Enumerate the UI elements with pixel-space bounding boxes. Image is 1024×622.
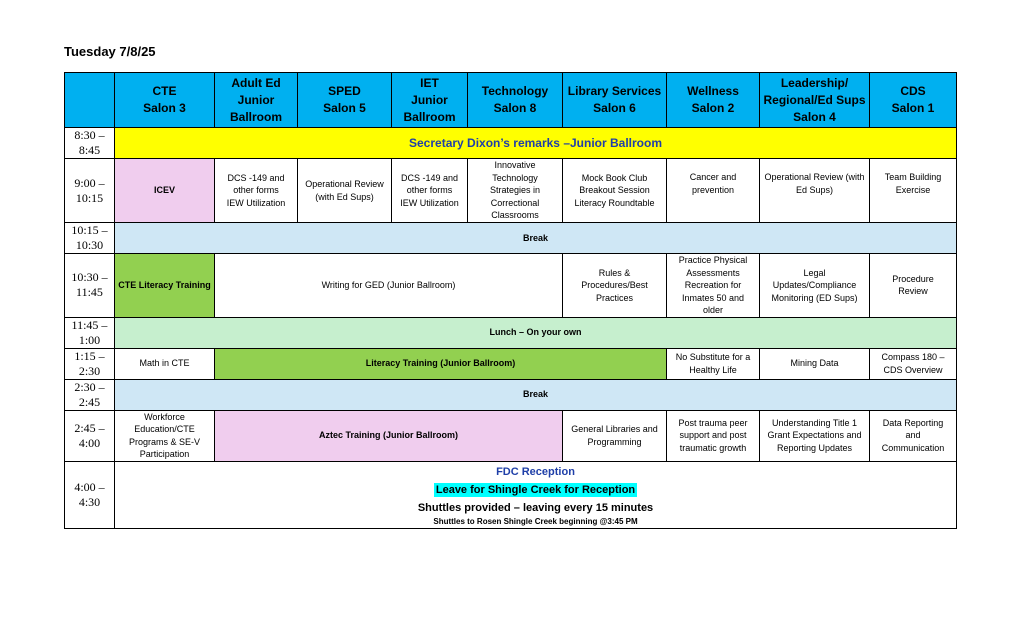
session-cds-teambuilding: Team Building Exercise — [870, 159, 957, 223]
remarks-cell: Secretary Dixon’s remarks –Junior Ballroom — [115, 128, 957, 159]
row-400 — [65, 461, 957, 528]
session-general-libraries: General Libraries and Programming — [563, 410, 667, 461]
page-title: Tuesday 7/8/25 — [64, 44, 156, 59]
time-245: 2:45 – 4:00 — [65, 410, 115, 461]
break-cell-1: Break — [115, 223, 957, 254]
session-leadership-legal: Legal Updates/Compliance Monitoring (ED Sups) — [760, 254, 870, 318]
session-cte-literacy: CTE Literacy Training — [115, 254, 215, 318]
header-leadership: Leadership/ Regional/Ed Sups Salon 4 — [760, 73, 870, 128]
time-115: 1:15 – 2:30 — [65, 348, 115, 379]
session-wellness-cancer: Cancer and prevention — [667, 159, 760, 223]
row-830 — [65, 128, 957, 159]
session-library-rules: Rules & Procedures/Best Practices — [563, 254, 667, 318]
header-wellness: Wellness Salon 2 — [667, 73, 760, 128]
session-post-trauma: Post trauma peer support and post traumatic growth — [667, 410, 760, 461]
time-1030: 10:30 – 11:45 — [65, 254, 115, 318]
reception-cell — [115, 461, 957, 528]
time-1015: 10:15 – 10:30 — [65, 223, 115, 254]
row-230 — [65, 379, 957, 410]
time-830: 8:30 – 8:45 — [65, 128, 115, 159]
session-writing-ged: Writing for GED (Junior Ballroom) — [215, 254, 563, 318]
lunch-cell: Lunch – On your own — [115, 317, 957, 348]
session-wellness-healthy: No Substitute for a Healthy Life — [667, 348, 760, 379]
session-icev: ICEV — [115, 159, 215, 223]
header-sped: SPED Salon 5 — [298, 73, 392, 128]
time-1145: 11:45 – 1:00 — [65, 317, 115, 348]
session-sped-review: Operational Review (with Ed Sups) — [298, 159, 392, 223]
reception-leave: Leave for Shingle Creek for Reception — [435, 483, 636, 496]
header-library-services: Library Services Salon 6 — [563, 73, 667, 128]
session-wellness-assessments: Practice Physical Assessments Recreation for Inmates 50 and older — [667, 254, 760, 318]
reception-shuttle-time: Shuttles to Rosen Shingle Creek beginning @3:45 PM — [433, 516, 638, 526]
session-title1: Understanding Title 1 Grant Expectations and Reporting Updates — [760, 410, 870, 461]
reception-shuttles: Shuttles provided – leaving every 15 minutes — [417, 501, 654, 514]
session-mining-data: Mining Data — [760, 348, 870, 379]
session-tech-strategies: Innovative Technology Strategies in Correctional Classrooms — [468, 159, 563, 223]
session-data-reporting: Data Reporting and Communication — [870, 410, 957, 461]
session-library-bookclub: Mock Book Club Breakout Session Literacy Roundtable — [563, 159, 667, 223]
reception-title: FDC Reception — [496, 465, 575, 478]
time-900: 9:00 – 10:15 — [65, 159, 115, 223]
row-115 — [65, 348, 957, 379]
row-245 — [65, 410, 957, 461]
row-1015 — [65, 223, 957, 254]
session-math-cte: Math in CTE — [115, 348, 215, 379]
session-workforce-education: Workforce Education/CTE Programs & SE-V Participation — [115, 410, 215, 461]
session-iet-dcs: DCS -149 and other forms IEW Utilization — [392, 159, 468, 223]
row-1030 — [65, 254, 957, 318]
row-1145 — [65, 317, 957, 348]
header-cds: CDS Salon 1 — [870, 73, 957, 128]
session-cds-compass: Compass 180 – CDS Overview — [870, 348, 957, 379]
session-cds-procedure: Procedure Review — [870, 254, 957, 318]
header-adult-ed: Adult Ed Junior Ballroom — [215, 73, 298, 128]
time-230: 2:30 – 2:45 — [65, 379, 115, 410]
break-cell-2: Break — [115, 379, 957, 410]
session-adult-dcs: DCS -149 and other forms IEW Utilization — [215, 159, 298, 223]
header-row — [65, 73, 957, 128]
schedule-table — [64, 72, 957, 529]
time-400: 4:00 – 4:30 — [65, 461, 115, 528]
session-leadership-review: Operational Review (with Ed Sups) — [760, 159, 870, 223]
row-900 — [65, 159, 957, 223]
header-corner — [65, 73, 115, 128]
header-cte: CTE Salon 3 — [115, 73, 215, 128]
header-iet: IET Junior Ballroom — [392, 73, 468, 128]
session-aztec-training: Aztec Training (Junior Ballroom) — [215, 410, 563, 461]
session-literacy-training: Literacy Training (Junior Ballroom) — [215, 348, 667, 379]
header-technology: Technology Salon 8 — [468, 73, 563, 128]
